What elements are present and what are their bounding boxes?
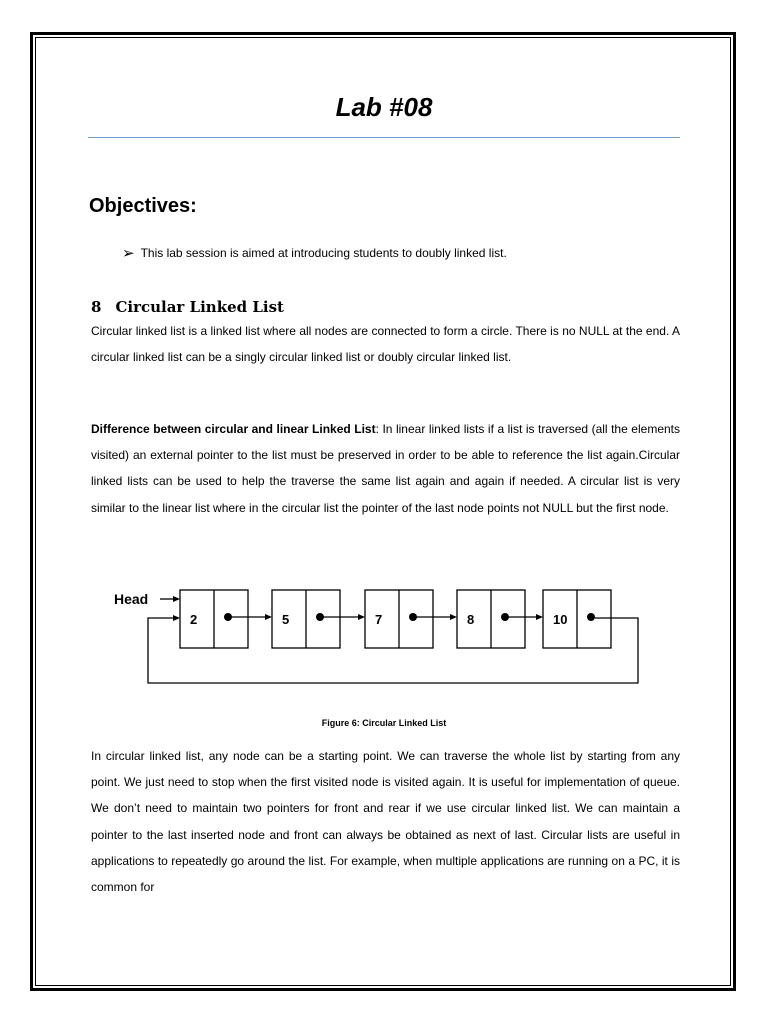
objectives-heading: Objectives: xyxy=(89,195,197,217)
next-arrowhead xyxy=(450,614,457,620)
section-number: 8 xyxy=(91,298,102,316)
difference-text: : In linear linked lists if a list is traversed (all the elements visited) an external pointer to the list must be preserved in order to be able to reference the list again.Circular linked lists can be used to help the traverse the same list again and again if needed. A circular list is very similar to the linear list where in the circular list the pointer of the last node points not NULL but the first node. xyxy=(91,422,681,515)
next-arrowhead xyxy=(536,614,543,620)
node-value: 5 xyxy=(282,612,290,627)
objective-bullet xyxy=(122,244,507,262)
figure-caption: Figure 6: Circular Linked List xyxy=(321,718,447,728)
list-node xyxy=(365,590,457,648)
title-divider xyxy=(88,137,680,138)
page-title: Lab #08 xyxy=(335,92,433,122)
paragraph-difference xyxy=(91,416,680,521)
list-node xyxy=(457,590,543,648)
head-arrowhead xyxy=(173,596,180,602)
node-value: 2 xyxy=(190,612,198,627)
node-value: 7 xyxy=(375,612,383,627)
section-title: Circular Linked List xyxy=(115,298,284,316)
section-heading xyxy=(91,298,284,316)
head-label: Head xyxy=(114,591,149,607)
pointer-dot xyxy=(587,613,595,621)
paragraph-usage: In circular linked list, any node can be a starting point. We can traverse the whole list by starting from any point. We just need to stop when the first visited node is visited again. It is useful for implementation of queue. We don’t need to maintain two pointers for front and rear if we use circular linked list. We can maintain a pointer to the last inserted node and front can always be obtained as next of last. Circular lists are useful in applications to repeatedly go around the list. For example, when multiple applications are running on a PC, it is common for xyxy=(91,749,680,895)
difference-term: Difference between circular and linear Linked List xyxy=(91,422,376,436)
arrow-bullet-icon: ➢ xyxy=(122,245,135,262)
node-value: 8 xyxy=(467,612,475,627)
list-node xyxy=(180,590,272,648)
next-arrowhead xyxy=(265,614,272,620)
paragraph-intro: Circular linked list is a linked list where all nodes are connected to form a circle. There is no NULL at the end. A circular linked list can be a singly circular linked list or doubly circular linked list. xyxy=(91,324,680,365)
circular-list-diagram xyxy=(108,582,648,688)
node-value: 10 xyxy=(553,612,568,627)
loop-back-arrowhead xyxy=(173,615,180,621)
objective-text: This lab session is aimed at introducing students to doubly linked list. xyxy=(140,246,507,260)
nodes-layer xyxy=(180,590,611,648)
next-arrowhead xyxy=(358,614,365,620)
list-node xyxy=(272,590,365,648)
list-node xyxy=(543,590,611,648)
